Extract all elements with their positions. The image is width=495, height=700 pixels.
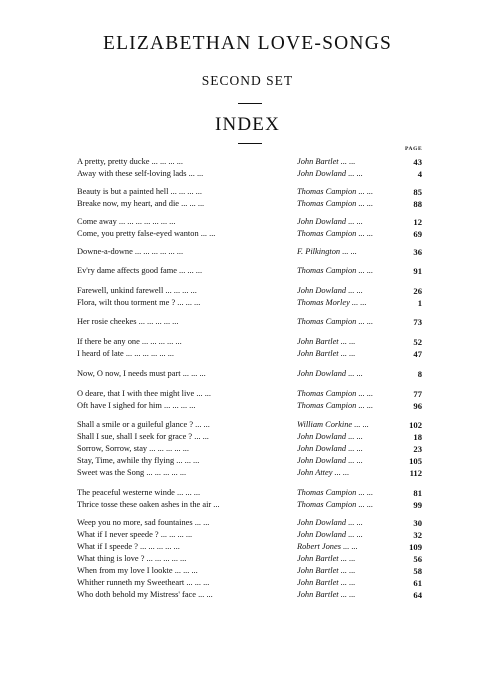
song-title: I heard of late ... <box>77 349 133 358</box>
dot-leader: ... ... <box>356 500 374 509</box>
dot-leader: ... ... <box>338 157 356 166</box>
song-title: O deare, that I with thee might live <box>77 389 195 398</box>
song-title: Stay, Time, awhile thy flying <box>77 456 175 465</box>
composer-name: Thomas Morley <box>297 298 350 307</box>
dot-leader: ... ... <box>198 229 216 238</box>
dot-leader: ... ... <box>356 389 374 398</box>
page-number: 81 <box>413 488 422 498</box>
song-title: Oft have I sighed for him <box>77 401 162 410</box>
entry-composer <box>297 565 402 577</box>
dot-leader: ... ... <box>338 590 356 599</box>
composer-name: John Dowland <box>297 286 347 295</box>
song-title: Farewell, unkind farewell <box>77 286 164 295</box>
page-number: 8 <box>417 369 422 379</box>
entry-title <box>77 443 290 455</box>
page-number: 1 <box>417 298 422 308</box>
dot-leader: ... ... <box>346 518 363 527</box>
book-title: ELIZABETHAN LOVE-SONGS <box>102 33 393 54</box>
entry-title <box>77 316 290 328</box>
song-title: When from my love I lookte <box>77 566 173 575</box>
dot-leader: ... ... <box>346 456 363 465</box>
index-entry <box>0 285 495 297</box>
dot-leader: ... ... ... ... ... <box>139 337 182 346</box>
entry-title <box>77 168 290 180</box>
entry-title <box>77 419 290 431</box>
composer-name: Thomas Campion <box>297 500 357 509</box>
index-entry <box>0 487 495 499</box>
entry-title <box>77 455 290 467</box>
index-entry <box>0 265 495 277</box>
entry-title <box>77 348 290 360</box>
index-entry <box>0 467 495 479</box>
composer-name: F. Pilkington <box>297 247 341 256</box>
dot-leader: ... ... ... ... <box>163 286 197 295</box>
entry-composer <box>297 316 402 328</box>
index-entry <box>0 336 495 348</box>
composer-name: William Corkine <box>297 420 353 429</box>
dot-leader: ... ... <box>346 444 363 453</box>
dot-leader: ... <box>211 500 220 509</box>
entry-title <box>77 431 290 443</box>
composer-name: Thomas Campion <box>297 389 357 398</box>
dot-leader: ... ... <box>192 432 209 441</box>
entry-title <box>77 368 290 380</box>
page-number: 47 <box>413 349 422 359</box>
index-entry <box>0 565 495 577</box>
dot-leader: ... ... <box>338 349 356 358</box>
dot-leader: ... ... <box>195 590 213 599</box>
composer-name: John Bartlet <box>297 157 339 166</box>
composer-name: John Dowland <box>297 518 347 527</box>
song-title: Downe-a-downe <box>77 247 133 256</box>
song-title: Away with these self-loving lads <box>77 169 187 178</box>
page-number: 58 <box>413 566 422 576</box>
song-title: The peaceful westerne winde <box>77 488 175 497</box>
index-entry <box>0 529 495 541</box>
song-title: Sweet was the Song <box>77 468 145 477</box>
song-title: Her rosie cheekes <box>77 317 137 326</box>
page-number: 99 <box>413 500 422 510</box>
entry-composer <box>297 228 402 240</box>
page-number: 85 <box>413 187 422 197</box>
page-number: 77 <box>413 389 422 399</box>
dot-leader: ... ... <box>356 187 374 196</box>
page-number: 26 <box>413 286 422 296</box>
dot-leader: ... ... ... <box>174 488 201 497</box>
dot-leader: ... ... <box>349 298 367 307</box>
dot-leader: ... ... ... ... ... ... ... <box>116 217 176 226</box>
page-column-label: PAGE <box>405 146 423 152</box>
index-entry <box>0 348 495 360</box>
dot-leader: ... ... <box>356 488 374 497</box>
song-title: Sorrow, Sorrow, stay ... <box>77 444 156 453</box>
page-number: 4 <box>417 169 422 179</box>
entry-title <box>77 198 290 210</box>
dot-leader: ... ... <box>194 389 211 398</box>
entry-title <box>77 336 290 348</box>
composer-name: Thomas Campion <box>297 229 357 238</box>
dot-leader: ... ... <box>192 518 210 527</box>
page-number: 30 <box>413 518 422 528</box>
entry-composer <box>297 589 402 601</box>
entry-composer <box>297 348 402 360</box>
composer-name: Thomas Campion <box>297 488 357 497</box>
index-entry <box>0 431 495 443</box>
dot-leader: ... ... <box>338 566 356 575</box>
dot-leader: ... ... ... ... ... <box>144 468 187 477</box>
dot-leader: ... ... <box>186 169 204 178</box>
page-number: 36 <box>413 247 422 257</box>
dot-leader: ... ... <box>356 229 374 238</box>
page-number: 73 <box>413 317 422 327</box>
index-entry <box>0 198 495 210</box>
entry-composer <box>297 297 402 309</box>
index-entry <box>0 156 495 168</box>
index-entry <box>0 216 495 228</box>
composer-name: John Bartlet <box>297 349 339 358</box>
composer-name: John Bartlet <box>297 337 339 346</box>
dot-leader: ... ... <box>193 420 210 429</box>
song-title: Beauty is but a painted hell <box>77 187 169 196</box>
dot-leader: ... ... <box>356 199 374 208</box>
dot-leader: ... ... ... <box>175 298 201 307</box>
dot-leader: ... ... ... ... <box>149 157 183 166</box>
song-title: Who doth behold my Mistress' face <box>77 590 196 599</box>
entry-title <box>77 467 290 479</box>
entry-title <box>77 541 290 553</box>
entry-composer <box>297 368 402 380</box>
composer-name: Robert Jones <box>297 542 341 551</box>
index-entry <box>0 589 495 601</box>
entry-composer <box>297 455 402 467</box>
entry-composer <box>297 419 402 431</box>
composer-name: Thomas Campion <box>297 199 357 208</box>
entry-title <box>77 216 290 228</box>
composer-name: John Dowland <box>297 456 347 465</box>
entry-composer <box>297 388 402 400</box>
page-number: 88 <box>413 199 422 209</box>
dot-leader: ... ... ... ... ... <box>132 349 174 358</box>
index-entry <box>0 228 495 240</box>
page-number: 105 <box>409 456 422 466</box>
song-title: Shall I sue, shall I seek for grace ? <box>77 432 193 441</box>
entry-title <box>77 499 290 511</box>
dot-leader: ... ... ... <box>174 456 200 465</box>
song-title: Thrice tosse these oaken ashes in the air <box>77 500 212 509</box>
song-title: Ev'ry dame affects good fame <box>77 266 177 275</box>
index-entry <box>0 443 495 455</box>
entry-composer <box>297 443 402 455</box>
entry-composer <box>297 577 402 589</box>
song-title: A pretty, pretty ducke <box>77 157 150 166</box>
dot-leader: ... ... ... <box>180 369 206 378</box>
dot-leader: ... ... ... ... <box>158 530 193 539</box>
index-entry <box>0 388 495 400</box>
entry-title <box>77 297 290 309</box>
entry-composer <box>297 467 402 479</box>
entry-title <box>77 186 290 198</box>
composer-name: Thomas Campion <box>297 401 357 410</box>
song-title: Shall a smile or a guileful glance ? <box>77 420 194 429</box>
index-entry <box>0 246 495 258</box>
composer-name: John Dowland <box>297 369 347 378</box>
song-title: What if I never speede ? <box>77 530 159 539</box>
index-entry <box>0 368 495 380</box>
composer-name: John Bartlet <box>297 578 339 587</box>
index-entry <box>0 541 495 553</box>
dot-leader: ... ... <box>346 530 363 539</box>
dot-leader: ... ... <box>352 420 369 429</box>
entry-title <box>77 487 290 499</box>
composer-name: Thomas Campion <box>297 266 357 275</box>
entry-composer <box>297 336 402 348</box>
song-title: If there be any one <box>77 337 140 346</box>
dot-leader: ... ... <box>338 578 356 587</box>
song-title: Flora, wilt thou torment me ? <box>77 298 176 307</box>
index-entry <box>0 316 495 328</box>
book-subtitle: SECOND SET <box>201 73 294 88</box>
entry-composer <box>297 246 402 258</box>
dot-leader: ... ... <box>346 369 363 378</box>
entry-composer <box>297 553 402 565</box>
composer-name: John Bartlet <box>297 554 339 563</box>
composer-name: John Dowland <box>297 444 347 453</box>
entry-title <box>77 529 290 541</box>
entry-title <box>77 517 290 529</box>
page-number: 18 <box>413 432 422 442</box>
dot-leader: ... ... <box>356 266 374 275</box>
page-number: 69 <box>413 229 422 239</box>
entry-composer <box>297 517 402 529</box>
entry-title <box>77 565 290 577</box>
page-number: 96 <box>413 401 422 411</box>
entry-title <box>77 228 290 240</box>
entry-composer <box>297 168 402 180</box>
index-entry <box>0 168 495 180</box>
song-title: Breake now, my heart, and die <box>77 199 180 208</box>
page-number: 23 <box>413 444 422 454</box>
index-entry <box>0 499 495 511</box>
dot-leader: ... ... ... ... ... <box>137 542 180 551</box>
entry-composer <box>297 499 402 511</box>
entry-title <box>77 589 290 601</box>
entry-composer <box>297 156 402 168</box>
entry-composer <box>297 529 402 541</box>
dot-leader: ... ... <box>338 337 356 346</box>
index-entry <box>0 400 495 412</box>
entry-title <box>77 156 290 168</box>
entry-composer <box>297 265 402 277</box>
entry-title <box>77 388 290 400</box>
song-title: What thing is love ? <box>77 554 145 563</box>
page-number: 32 <box>413 530 422 540</box>
index-entry <box>0 419 495 431</box>
page-number: 61 <box>413 578 422 588</box>
dot-leader: ... ... <box>356 401 374 410</box>
song-title: Now, O now, I needs must part <box>77 369 181 378</box>
composer-name: John Bartlet <box>297 590 339 599</box>
composer-name: John Dowland <box>297 432 347 441</box>
dot-leader: ... ... ... <box>176 266 203 275</box>
composer-name: Thomas Campion <box>297 317 357 326</box>
composer-name: Thomas Campion <box>297 187 357 196</box>
entry-title <box>77 553 290 565</box>
dot-leader: ... ... ... ... ... <box>136 317 179 326</box>
index-entry <box>0 517 495 529</box>
dot-leader: ... ... <box>346 432 363 441</box>
entry-composer <box>297 431 402 443</box>
composer-name: John Attey <box>297 468 333 477</box>
composer-name: John Dowland <box>297 530 347 539</box>
song-title: Weep you no more, sad fountaines <box>77 518 193 527</box>
entry-composer <box>297 400 402 412</box>
composer-name: John Bartlet <box>297 566 339 575</box>
entry-title <box>77 285 290 297</box>
page-number: 112 <box>409 468 422 478</box>
index-entry <box>0 297 495 309</box>
entry-composer <box>297 285 402 297</box>
page-number: 12 <box>413 217 422 227</box>
dot-leader: ... ... <box>332 468 350 477</box>
composer-name: John Dowland <box>297 217 347 226</box>
entry-composer <box>297 186 402 198</box>
page-number: 64 <box>413 590 422 600</box>
song-title: Come, you pretty false-eyed wanton <box>77 229 199 238</box>
dot-leader: ... ... <box>346 217 363 226</box>
page-number: 91 <box>413 266 422 276</box>
song-title: Come away <box>77 217 117 226</box>
index-entry <box>0 186 495 198</box>
dot-leader: ... ... <box>346 169 363 178</box>
entry-title <box>77 577 290 589</box>
entry-composer <box>297 216 402 228</box>
dot-leader: ... ... <box>356 317 374 326</box>
index-entry <box>0 553 495 565</box>
song-title: What if I speede ? <box>77 542 138 551</box>
song-title: Whither runneth my Sweetheart <box>77 578 185 587</box>
index-entry <box>0 455 495 467</box>
dot-leader: ... ... <box>338 554 356 563</box>
entry-composer <box>297 487 402 499</box>
dot-leader: ... ... <box>346 286 363 295</box>
page-number: 43 <box>413 157 422 167</box>
dot-leader: ... ... ... ... <box>161 401 196 410</box>
composer-name: John Dowland <box>297 169 347 178</box>
index-heading: INDEX <box>214 114 281 135</box>
dot-leader: ... ... ... ... <box>155 444 189 453</box>
entry-title <box>77 265 290 277</box>
entry-composer <box>297 541 402 553</box>
dot-leader: ... ... <box>340 247 357 256</box>
dot-leader: ... ... ... <box>172 566 198 575</box>
page-number: 56 <box>413 554 422 564</box>
entry-title <box>77 400 290 412</box>
entry-composer <box>297 198 402 210</box>
dot-leader: ... ... <box>340 542 358 551</box>
dot-leader: ... ... ... ... ... <box>144 554 187 563</box>
dot-leader: ... ... ... ... <box>168 187 202 196</box>
entry-title <box>77 246 290 258</box>
page-number: 52 <box>413 337 422 347</box>
dot-leader: ... ... ... ... ... ... <box>132 247 184 256</box>
dot-leader: ... ... ... <box>179 199 205 208</box>
dot-leader: ... ... ... <box>184 578 210 587</box>
index-entry <box>0 577 495 589</box>
page-number: 109 <box>409 542 422 552</box>
page-number: 102 <box>409 420 422 430</box>
